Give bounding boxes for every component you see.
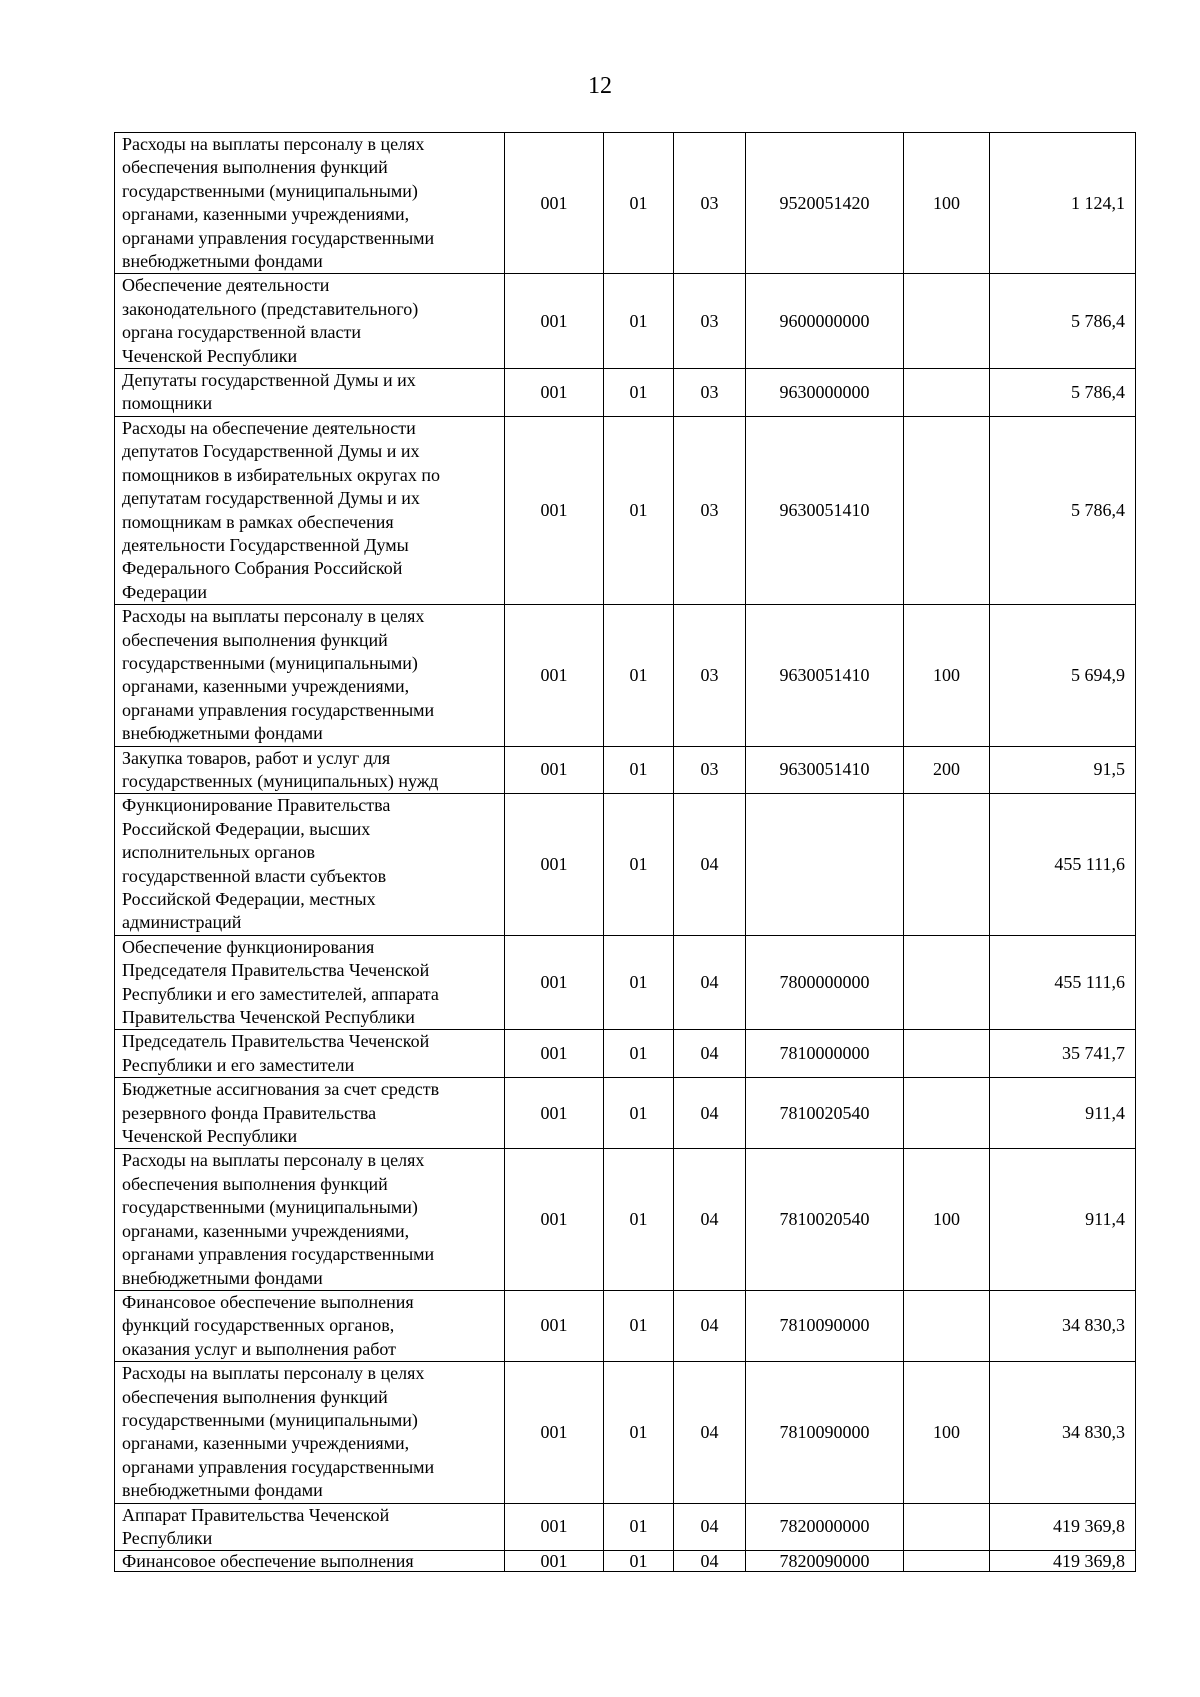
cell-grbs: 001	[505, 1030, 604, 1078]
cell-amount: 455 111,6	[990, 794, 1136, 935]
cell-name-line: помощникам в рамках обеспечения	[122, 511, 394, 532]
cell-name-line: государственными (муниципальными)	[122, 652, 418, 673]
cell-subsection: 04	[674, 1362, 746, 1503]
cell-name-line: внебюджетными фондами	[122, 1480, 323, 1501]
cell-name-line: обеспечения выполнения функций	[122, 629, 388, 650]
table-body	[115, 133, 1136, 1572]
cell-name-line: законодательного (представительного)	[122, 298, 419, 319]
cell-name-line: органами управления государственными	[122, 1456, 435, 1477]
cell-section: 01	[604, 1503, 674, 1551]
cell-name-line: депутатам государственной Думы и их	[122, 488, 420, 509]
cell-name-line: Российской Федерации, местных	[122, 889, 376, 909]
cell-grbs: 001	[505, 416, 604, 604]
cell-expense-type: 100	[904, 1362, 990, 1503]
cell-expense-type: 200	[904, 746, 990, 794]
cell-name	[115, 746, 505, 794]
cell-target-article: 9520051420	[746, 133, 904, 274]
cell-name-line: Депутаты государственной Думы и их	[122, 370, 416, 391]
cell-amount: 35 741,7	[990, 1030, 1136, 1078]
cell-name-line: Расходы на выплаты персоналу в целях	[122, 1150, 425, 1171]
cell-name-line: Чеченской Республики	[122, 345, 298, 366]
cell-name	[115, 935, 505, 1030]
cell-name-line: резервного фонда Правительства	[122, 1102, 377, 1123]
cell-target-article: 9630051410	[746, 746, 904, 794]
cell-expense-type	[904, 1551, 990, 1572]
cell-target-article: 9600000000	[746, 274, 904, 369]
table-row	[115, 1078, 1136, 1149]
cell-subsection: 03	[674, 746, 746, 794]
cell-expense-type	[904, 1503, 990, 1551]
table-row	[115, 416, 1136, 604]
cell-name	[115, 274, 505, 369]
cell-section: 01	[604, 1078, 674, 1149]
cell-target-article: 7810020540	[746, 1078, 904, 1149]
cell-grbs: 001	[505, 605, 604, 746]
table-row	[115, 1290, 1136, 1361]
cell-name	[115, 1503, 505, 1551]
cell-name-line: Расходы на выплаты персоналу в целях	[122, 1363, 425, 1384]
cell-name-line: обеспечения выполнения функций	[122, 157, 388, 178]
cell-name-line: органами управления государственными	[122, 227, 435, 248]
cell-target-article: 7820000000	[746, 1503, 904, 1551]
cell-subsection: 03	[674, 133, 746, 274]
cell-name-line: помощники	[122, 393, 213, 414]
cell-amount: 1 124,1	[990, 133, 1136, 274]
cell-name-line: органами, казенными учреждениями,	[122, 204, 410, 225]
table-row	[115, 1503, 1136, 1551]
cell-grbs: 001	[505, 369, 604, 417]
cell-name-line: Федерального Собрания Российской	[122, 558, 403, 579]
table-row	[115, 794, 1136, 935]
cell-expense-type	[904, 1078, 990, 1149]
cell-grbs: 001	[505, 133, 604, 274]
cell-subsection: 04	[674, 935, 746, 1030]
cell-name-line: функций государственных органов,	[122, 1315, 395, 1336]
cell-name-line: администраций	[122, 912, 242, 933]
cell-name-line: Председатель Правительства Чеченской	[122, 1031, 430, 1052]
table-row	[115, 935, 1136, 1030]
cell-name-line: Республики и его заместителей, аппарата	[122, 983, 439, 1004]
cell-subsection: 04	[674, 1149, 746, 1290]
cell-subsection: 04	[674, 1551, 746, 1572]
cell-target-article: 7810090000	[746, 1290, 904, 1361]
cell-section: 01	[604, 605, 674, 746]
cell-name-line: Республики и его заместители	[122, 1054, 355, 1075]
cell-name-line: Федерации	[122, 581, 208, 602]
cell-section: 01	[604, 133, 674, 274]
cell-section: 01	[604, 746, 674, 794]
cell-grbs: 001	[505, 1078, 604, 1149]
cell-expense-type	[904, 416, 990, 604]
table-row	[115, 1030, 1136, 1078]
cell-name-line: Республики	[122, 1527, 213, 1548]
cell-name-line: органами управления государственными	[122, 699, 435, 720]
cell-amount: 419 369,8	[990, 1551, 1136, 1572]
cell-expense-type: 100	[904, 1149, 990, 1290]
table-row	[115, 369, 1136, 417]
cell-name-line: исполнительных органов	[122, 842, 316, 863]
cell-name-line: органами управления государственными	[122, 1244, 435, 1265]
table-row	[115, 605, 1136, 746]
cell-name-line: Обеспечение деятельности	[122, 275, 330, 296]
cell-section: 01	[604, 369, 674, 417]
cell-name-line: Расходы на выплаты персоналу в целях	[122, 606, 425, 627]
cell-expense-type	[904, 1030, 990, 1078]
cell-amount: 34 830,3	[990, 1362, 1136, 1503]
cell-subsection: 03	[674, 369, 746, 417]
cell-name	[115, 133, 505, 274]
cell-target-article: 7810090000	[746, 1362, 904, 1503]
cell-amount: 5 694,9	[990, 605, 1136, 746]
cell-name-line: помощников в избирательных округах по	[122, 464, 440, 485]
cell-section: 01	[604, 416, 674, 604]
cell-grbs: 001	[505, 1149, 604, 1290]
cell-name-line: депутатов Государственной Думы и их	[122, 441, 420, 462]
cell-amount: 911,4	[990, 1078, 1136, 1149]
cell-expense-type	[904, 369, 990, 417]
cell-name-line: Финансовое обеспечение выполнения	[122, 1291, 414, 1312]
cell-name	[115, 1030, 505, 1078]
cell-subsection: 03	[674, 274, 746, 369]
cell-name-line: внебюджетными фондами	[122, 723, 323, 744]
table-row	[115, 274, 1136, 369]
cell-subsection: 03	[674, 416, 746, 604]
cell-amount: 419 369,8	[990, 1503, 1136, 1551]
cell-name-line: органа государственной власти	[122, 322, 362, 343]
page-number: 12	[588, 73, 612, 99]
cell-subsection: 04	[674, 1290, 746, 1361]
cell-section: 01	[604, 274, 674, 369]
cell-name-line: Чеченской Республики	[122, 1126, 298, 1147]
table-row	[115, 1551, 1136, 1572]
cell-expense-type	[904, 794, 990, 935]
cell-name	[115, 369, 505, 417]
cell-target-article: 7800000000	[746, 935, 904, 1030]
cell-name-line: Функционирование Правительства	[122, 795, 391, 816]
cell-name-line: государственной власти субъектов	[122, 865, 387, 886]
cell-grbs: 001	[505, 274, 604, 369]
cell-name-line: Обеспечение функционирования	[122, 936, 375, 957]
cell-name-line: Председателя Правительства Чеченской	[122, 960, 430, 981]
cell-name-line: Закупка товаров, работ и услуг для	[122, 747, 391, 768]
budget-table	[114, 132, 1136, 1572]
cell-section: 01	[604, 1290, 674, 1361]
cell-name	[115, 605, 505, 746]
cell-subsection: 04	[674, 1030, 746, 1078]
cell-section: 01	[604, 1551, 674, 1572]
cell-target-article: 9630051410	[746, 416, 904, 604]
cell-target-article: 7810000000	[746, 1030, 904, 1078]
table-row	[115, 1362, 1136, 1503]
cell-name-line: Расходы на выплаты персоналу в целях	[122, 134, 425, 154]
cell-amount: 5 786,4	[990, 416, 1136, 604]
cell-name-line: государственными (муниципальными)	[122, 180, 418, 201]
cell-name-line: Финансовое обеспечение выполнения	[122, 1551, 414, 1572]
cell-expense-type	[904, 274, 990, 369]
cell-name	[115, 416, 505, 604]
table-row	[115, 1149, 1136, 1290]
cell-section: 01	[604, 1149, 674, 1290]
cell-name	[115, 1362, 505, 1503]
cell-section: 01	[604, 935, 674, 1030]
cell-grbs: 001	[505, 794, 604, 935]
cell-expense-type: 100	[904, 133, 990, 274]
cell-amount: 5 786,4	[990, 369, 1136, 417]
cell-grbs: 001	[505, 1362, 604, 1503]
cell-grbs: 001	[505, 935, 604, 1030]
cell-amount: 91,5	[990, 746, 1136, 794]
cell-name-line: Правительства Чеченской Республики	[122, 1007, 415, 1028]
cell-grbs: 001	[505, 1290, 604, 1361]
cell-grbs: 001	[505, 1503, 604, 1551]
cell-target-article: 7810020540	[746, 1149, 904, 1290]
cell-name-line: обеспечения выполнения функций	[122, 1173, 388, 1194]
cell-expense-type	[904, 935, 990, 1030]
cell-grbs: 001	[505, 746, 604, 794]
cell-amount: 455 111,6	[990, 935, 1136, 1030]
table-row	[115, 746, 1136, 794]
cell-name-line: Аппарат Правительства Чеченской	[122, 1504, 390, 1525]
table-row	[115, 133, 1136, 274]
cell-name	[115, 794, 505, 935]
cell-name-line: органами, казенными учреждениями,	[122, 676, 410, 697]
cell-name	[115, 1290, 505, 1361]
cell-name-line: деятельности Государственной Думы	[122, 534, 409, 555]
cell-name-line: оказания услуг и выполнения работ	[122, 1338, 397, 1359]
cell-name	[115, 1551, 505, 1572]
cell-subsection: 04	[674, 1078, 746, 1149]
cell-section: 01	[604, 1030, 674, 1078]
cell-grbs: 001	[505, 1551, 604, 1572]
cell-amount: 5 786,4	[990, 274, 1136, 369]
cell-section: 01	[604, 1362, 674, 1503]
cell-name-line: обеспечения выполнения функций	[122, 1386, 388, 1407]
cell-subsection: 04	[674, 1503, 746, 1551]
cell-subsection: 03	[674, 605, 746, 746]
cell-expense-type	[904, 1290, 990, 1361]
cell-name	[115, 1149, 505, 1290]
cell-target-article: 9630000000	[746, 369, 904, 417]
cell-subsection: 04	[674, 794, 746, 935]
cell-name-line: государственных (муниципальных) нужд	[122, 770, 439, 791]
cell-target-article: 7820090000	[746, 1551, 904, 1572]
cell-name-line: государственными (муниципальными)	[122, 1197, 418, 1218]
cell-name-line: органами, казенными учреждениями,	[122, 1433, 410, 1454]
cell-section: 01	[604, 794, 674, 935]
cell-amount: 911,4	[990, 1149, 1136, 1290]
cell-name-line: Бюджетные ассигнования за счет средств	[122, 1079, 440, 1100]
cell-name-line: внебюджетными фондами	[122, 251, 323, 272]
cell-name-line: внебюджетными фондами	[122, 1267, 323, 1288]
cell-target-article: 9630051410	[746, 605, 904, 746]
cell-target-article	[746, 794, 904, 935]
cell-amount: 34 830,3	[990, 1290, 1136, 1361]
cell-name-line: государственными (муниципальными)	[122, 1409, 418, 1430]
cell-expense-type: 100	[904, 605, 990, 746]
cell-name-line: Расходы на обеспечение деятельности	[122, 417, 416, 438]
cell-name	[115, 1078, 505, 1149]
cell-name-line: Российской Федерации, высших	[122, 818, 371, 839]
cell-name-line: органами, казенными учреждениями,	[122, 1220, 410, 1241]
